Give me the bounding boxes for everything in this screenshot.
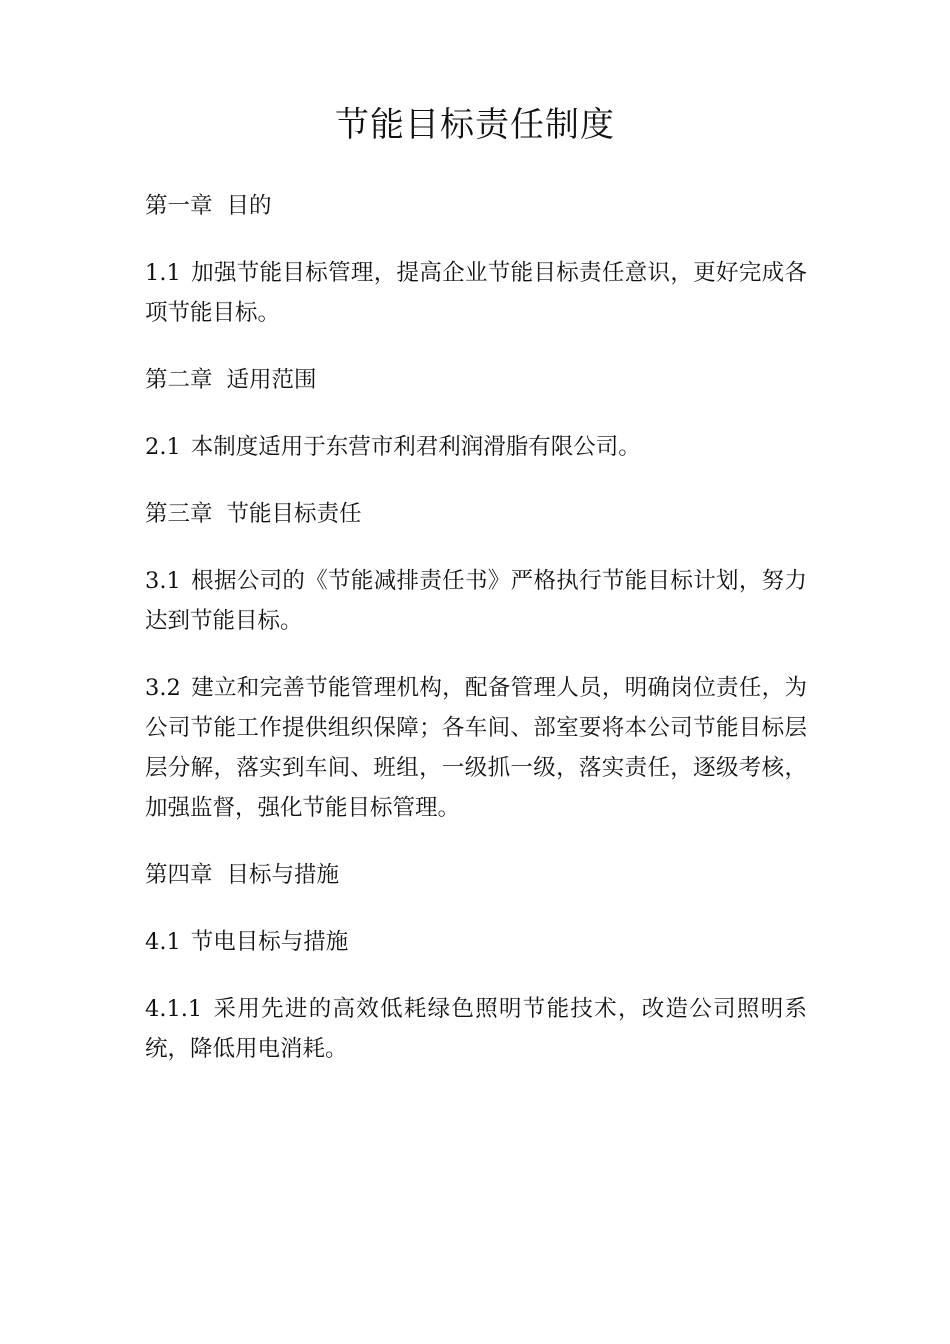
clause-number: 4.1.1	[145, 996, 203, 1022]
chapter-label: 第二章	[145, 367, 213, 393]
chapter-label: 第三章	[145, 501, 213, 527]
clause-number: 4.1	[145, 929, 181, 955]
chapter-heading	[145, 186, 807, 226]
chapter-title: 目标与措施	[226, 862, 340, 888]
clause-paragraph	[145, 561, 807, 641]
clause-number: 3.1	[145, 568, 181, 594]
clause-paragraph	[145, 668, 807, 828]
chapter-label: 第一章	[145, 193, 213, 219]
clause-text: 建立和完善节能管理机构，配备管理人员，明确岗位责任，为公司节能工作提供组织保障；各车间、部室要将本公司节能目标层层分解，落实到车间、班组，一级抓一级，落实责任，逐级考核，加强监督，强化节能目标管理。	[145, 675, 807, 821]
chapter-title: 适用范围	[226, 367, 317, 393]
chapter-heading	[145, 855, 807, 895]
chapter-title: 节能目标责任	[226, 501, 362, 527]
clause-text: 节电目标与措施	[190, 929, 349, 955]
clause-number: 1.1	[145, 260, 181, 286]
clause-text: 加强节能目标管理，提高企业节能目标责任意识，更好完成各项节能目标。	[145, 260, 807, 326]
clause-paragraph	[145, 427, 807, 467]
chapter-label: 第四章	[145, 862, 213, 888]
document-title: 节能目标责任制度	[335, 105, 615, 145]
clause-number: 3.2	[145, 675, 181, 701]
clause-text: 本制度适用于东营市利君利润滑脂有限公司。	[190, 434, 641, 460]
chapter-heading	[145, 494, 807, 534]
clause-text: 根据公司的《节能减排责任书》严格执行节能目标计划，努力达到节能目标。	[145, 568, 807, 634]
chapter-heading	[145, 360, 807, 400]
clause-paragraph	[145, 922, 807, 962]
clause-number: 2.1	[145, 434, 181, 460]
chapter-title: 目的	[226, 193, 272, 219]
document-body	[145, 186, 807, 1096]
clause-paragraph	[145, 253, 807, 333]
clause-paragraph	[145, 989, 807, 1069]
clause-text: 采用先进的高效低耗绿色照明节能技术，改造公司照明系统，降低用电消耗。	[145, 996, 807, 1062]
